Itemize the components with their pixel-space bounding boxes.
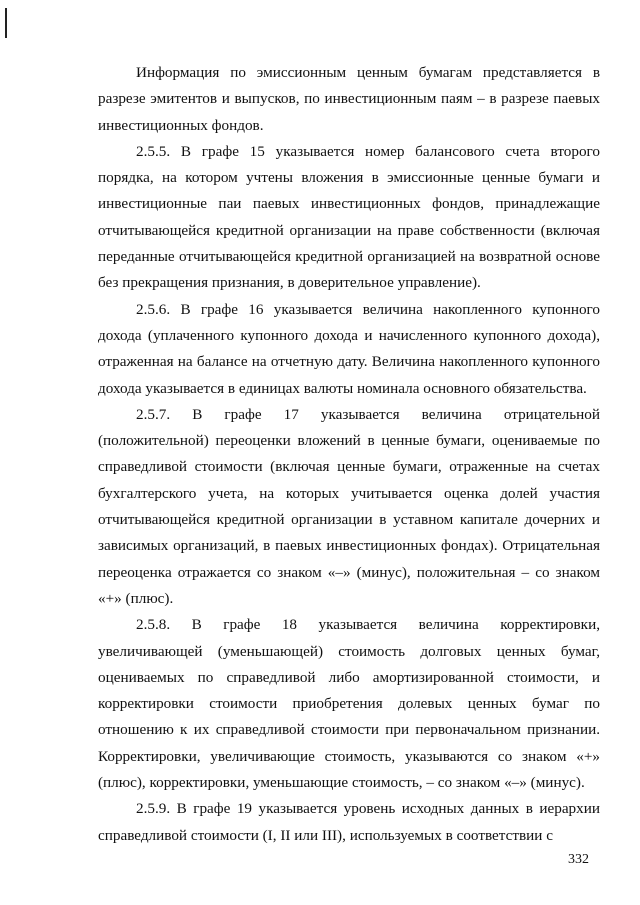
paragraph-2-5-7: 2.5.7. В графе 17 указывается величина отрицательной (положительной) переоценки вложений в ценные бумаги, оцениваемые по справедливой стоимости (включая ценные бумаги, отраженные на счетах бухгалтерского учета, на которых учитывается оценка долей участия отчитывающейся кредитной организации в уставном капитале дочерних и зависимых организаций, в паевых инвестиционных фондах). Отрицательная переоценка отражается со знаком «–» (минус), положительная – со знаком «+» (плюс).: [98, 405, 600, 607]
paragraph-2-5-9: 2.5.9. В графе 19 указывается уровень исходных данных в иерархии справедливой стоимости (I, II или III), используемых в соответствии с: [98, 800, 600, 844]
paragraph-intro: Информация по эмиссионным ценным бумагам представляется в разрезе эмитентов и выпусков, по инвестиционным паям – в разрезе паевых инвестиционных фондов.: [98, 64, 600, 134]
page-number: 332: [568, 852, 589, 867]
margin-mark: [5, 8, 7, 38]
paragraph-2-5-6: 2.5.6. В графе 16 указывается величина накопленного купонного дохода (уплаченного купонного дохода и начисленного купонного дохода), отраженная на балансе на отчетную дату. Величина накопленного купонного дохода указывается в единицах валюты номинала основного обязательства.: [98, 300, 600, 397]
document-body: [98, 60, 600, 849]
paragraph-2-5-5: 2.5.5. В графе 15 указывается номер балансового счета второго порядка, на котором учтены вложения в эмиссионные ценные бумаги и инвестиционные паи паевых инвестиционных фондов, принадлежащие отчитывающейся кредитной организации на праве собственности (включая переданные отчитывающейся кредитной организацией на возвратной основе без прекращения признания, в доверительное управление).: [98, 142, 600, 292]
paragraph-2-5-8: 2.5.8. В графе 18 указывается величина корректировки, увеличивающей (уменьшающей) стоимость долговых ценных бумаг, оцениваемых по справедливой либо амортизированной стоимости, и корректировки стоимости приобретения долевых ценных бумаг по отношению к их справедливой стоимости при первоначальном признании. Корректировки, увеличивающие стоимость, указываются со знаком «+» (плюс), корректировки, уменьшающие стоимость, – со знаком «–» (минус).: [98, 616, 600, 792]
